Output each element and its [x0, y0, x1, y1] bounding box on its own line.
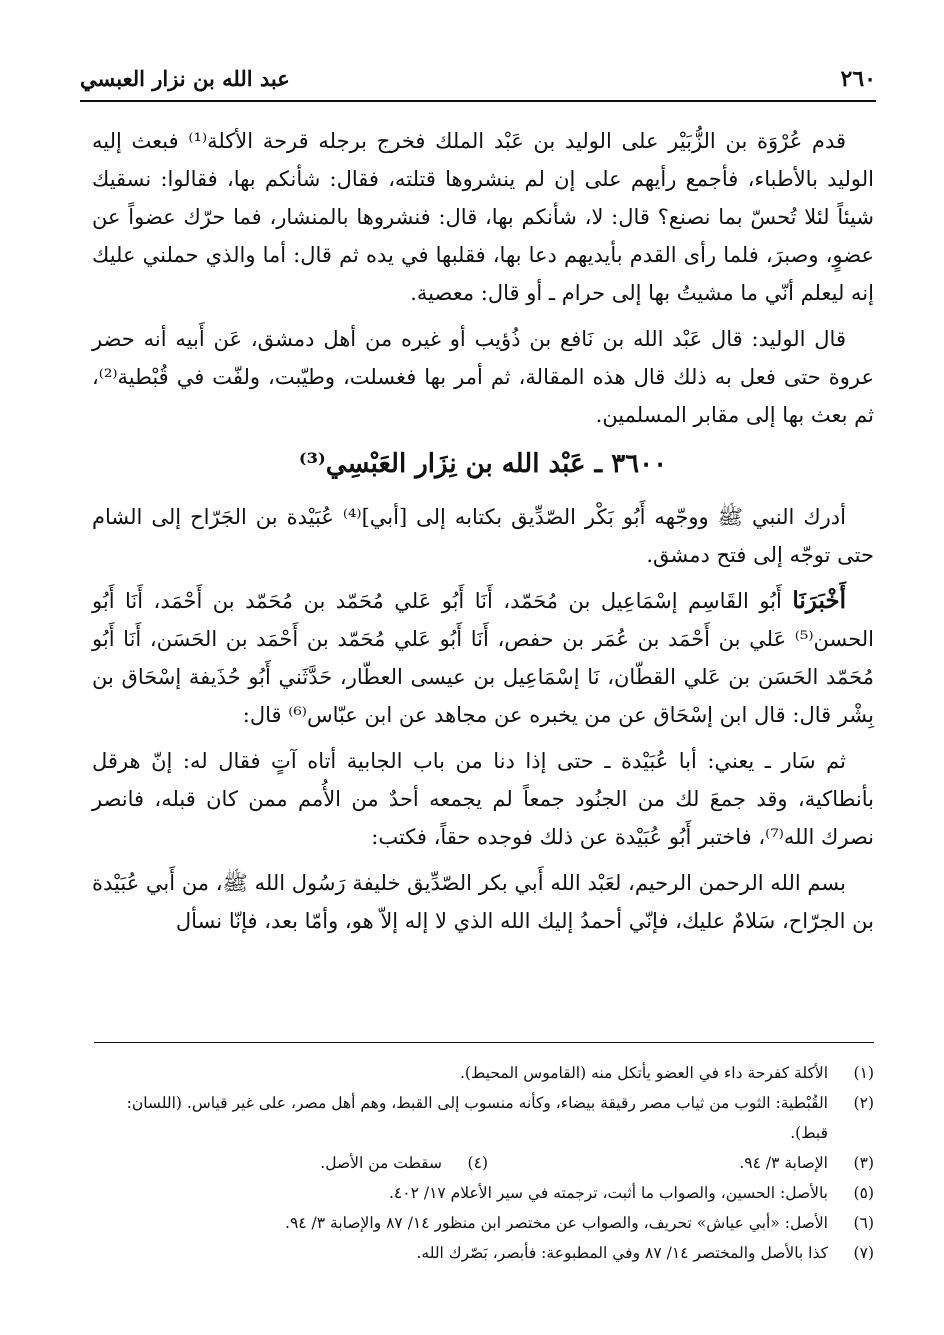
footnote-number: (٦) — [853, 1214, 874, 1232]
main-text — [92, 122, 874, 948]
paragraph: قال الوليد: قال عَبْد الله بن نَافع بن ذُؤيب أو غيره من أهل دمشق، عَن أَبيه أنه حضر عروة حتى فعل به ذلك قال هذه المقالة، ثم أمر بها فغسلت، وطيّبت، ولفّت في قُبْطية⁽²⁾، ثم بعث بها إلى مقابر المسلمين. — [92, 327, 874, 427]
footnote-number: (٢) — [853, 1094, 874, 1112]
footnote-text: بالأصل: الحسين، والصواب ما أثبت، ترجمته في سير الأعلام ١٧/ ٤٠٢. — [388, 1184, 828, 1202]
footnote-text: كذا بالأصل والمختصر ١٤/ ٨٧ وفي المطبوعة: فأبصر، بَصّرك الله. — [416, 1244, 828, 1262]
footnote-text: الأكلة كفرحة داء في العضو يأتكل منه (القاموس المحيط). — [460, 1064, 828, 1082]
footnote — [92, 1088, 874, 1148]
footnotes — [92, 1058, 874, 1268]
isnad-paragraph — [92, 582, 874, 734]
footnote-number: (٤) — [467, 1154, 488, 1172]
paragraph: بسم الله الرحمن الرحيم، لعَبْد الله أَبي بكر الصّدِّيق خليفة رَسُول الله ﷺ، من أَبي عُبَيْدة بن الجرّاح، سَلامٌ عليك، فإنّي أحمدُ إليك الله الذي لا إله إلاّ هو، وأمّا بعد، فإنّا نسأل — [92, 871, 874, 933]
footnote-text: القُبْطية: الثوب من ثياب مصر رقيقة بيضاء، وكأنه منسوب إلى القبط، وهم أهل مصر، على غير قياس. (اللسان: قبط). — [126, 1094, 828, 1142]
paragraph: قدم عُرْوَة بن الزُّبَيْر على الوليد بن عَبْد الملك فخرج برجله قرحة الأكلة⁽¹⁾ فبعث إليه الوليد بالأطباء، فأجمع رأيهم على إن لم ينشروها قتلته، فقال: شأنكم بها، فقالوا: نسقيك شيئاً لئلا تُحسّ بما نصنع؟ قال: لا، شأنكم بها، قال: فنشروها بالمنشار، فما حرّك عضواً عن عضوٍ، وصبرَ، فلما رأى القدم بأيديهم دعا بها، فقلبها في يده ثم قال: أما والذي حملني عليك إنه ليعلم أنّي ما مشيتُ بها إلى حرام ـ أو قال: معصية. — [92, 129, 874, 305]
paragraph: أدرك النبي ﷺ ووجّهه أَبُو بَكْر الصّدِّيق بكتابه إلى [أبي]⁽⁴⁾ عُبَيْدة بن الجَرّاح إلى الشام حتى توجّه إلى فتح دمشق. — [92, 505, 874, 567]
entry-heading: ٣٦٠٠ ـ عَبْد الله بن نِزَار العَبْسِي⁽³⁾ — [298, 449, 668, 479]
footnote-number: (٣) — [853, 1154, 874, 1172]
footnote-divider — [94, 1042, 874, 1043]
footnote — [92, 1238, 874, 1268]
isnad-text: أَبُو القَاسِم إسْمَاعِيل بن مُحَمّد، أَنَا أَبُو عَلي مُحَمّد بن مُحَمّد بن أَحْمَد، أَنَا أَبُو الحسن⁽⁵⁾ عَلي بن أَحْمَد بن عُمَر بن حفص، أَنَا أَبُو عَلي مُحَمّد بن أَحْمَد بن الحَسَن، أَنَا أَبُو مُحَمّد الحَسَن بن عَلي القطّان، نَا إسْمَاعِيل بن عيسى العطّار، حَدَّثَني أَبُو حُذَيفة إسْحَاق بن بِشْر قال: قال ابن إسْحَاق عن من يخبره عن مجاهد عن ابن عبّاس⁽⁶⁾ قال: — [92, 589, 874, 727]
footnote — [92, 1208, 874, 1238]
footnote-pair — [92, 1148, 874, 1178]
footnote-text: سقطت من الأصل. — [320, 1154, 442, 1172]
page-number: ٢٦٠ — [840, 66, 876, 92]
footnote-text: الإصابة ٣/ ٩٤. — [739, 1154, 828, 1172]
footnote-number: (٥) — [853, 1184, 874, 1202]
footnote-number: (٧) — [853, 1244, 874, 1262]
footnote — [92, 1178, 874, 1208]
footnote-number: (١) — [853, 1064, 874, 1082]
footnote-text: الأصل: «أبي عياش» تحريف، والصواب عن مختصر ابن منظور ١٤/ ٨٧ والإصابة ٣/ ٩٤. — [285, 1214, 828, 1232]
paragraph: ثم سَار ـ يعني: أبا عُبَيْدة ـ حتى إذا دنا من باب الجابية أتاه آتٍ فقال له: إنّ هرقل بأنطاكية، وقد جمعَ لك من الجنُود جمعاً لم يجمعه أحدٌ من الأُمم ممن كان قبله، فانصر نصرك الله⁽⁷⁾، فاختبر أَبُو عُبَيْدة عن ذلك فوجده حقاً، فكتب: — [92, 749, 874, 849]
footnote — [92, 1058, 874, 1088]
page-header — [80, 58, 876, 102]
lead-word: أَخْبَرَنَا — [792, 587, 846, 614]
running-title: عبد الله بن نزار العبسي — [80, 66, 290, 91]
